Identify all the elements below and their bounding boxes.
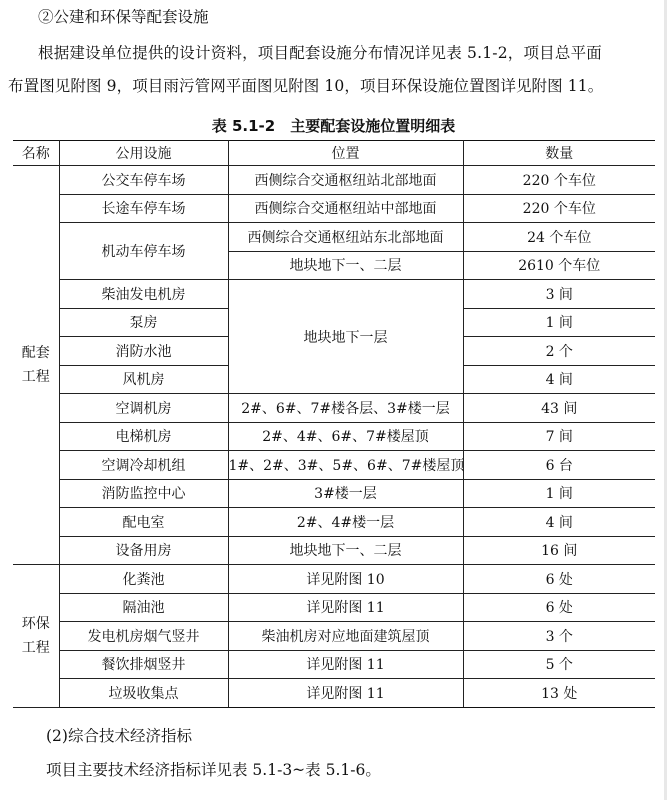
table-row: [13, 223, 655, 252]
facility-cell: 消防监控中心: [59, 479, 228, 508]
quantity-cell: 4 间: [463, 365, 655, 394]
location-cell: 2#、4#楼一层: [228, 508, 463, 537]
table-row: [13, 622, 655, 651]
subsection-heading: (2)综合技术经济指标: [46, 727, 192, 745]
table-row: [13, 650, 655, 679]
location-cell: 详见附图 10: [228, 565, 463, 594]
section-heading: ②公建和环保等配套设施: [38, 8, 209, 26]
quantity-cell: 24 个车位: [463, 223, 655, 252]
facility-cell: 配电室: [59, 508, 228, 537]
location-cell: 地块地下一、二层: [228, 536, 463, 565]
facility-cell: 泵房: [59, 308, 228, 337]
quantity-cell: 13 处: [463, 679, 655, 708]
quantity-cell: 16 间: [463, 536, 655, 565]
location-cell: 地块地下一、二层: [228, 251, 463, 280]
header-facility: 公用设施: [59, 141, 228, 166]
facility-cell: 化粪池: [59, 565, 228, 594]
header-location: 位置: [228, 141, 463, 166]
facility-cell: 长途车停车场: [59, 194, 228, 223]
facility-cell: 隔油池: [59, 593, 228, 622]
group-name-text: 配套 工程: [21, 345, 50, 385]
table-row: [13, 536, 655, 565]
facility-cell: 柴油发电机房: [59, 280, 228, 309]
quantity-cell: 5 个: [463, 650, 655, 679]
location-cell: 地块地下一层: [228, 280, 463, 394]
facility-cell: 设备用房: [59, 536, 228, 565]
quantity-cell: 6 处: [463, 593, 655, 622]
location-cell: 2#、6#、7#楼各层、3#楼一层: [228, 394, 463, 423]
facilities-table: [13, 140, 655, 708]
quantity-cell: 220 个车位: [463, 166, 655, 195]
quantity-cell: 4 间: [463, 508, 655, 537]
group-name-supporting: [13, 166, 59, 565]
table-row: [13, 565, 655, 594]
quantity-cell: 2610 个车位: [463, 251, 655, 280]
facility-cell: 风机房: [59, 365, 228, 394]
location-cell: 详见附图 11: [228, 593, 463, 622]
table-row: [13, 679, 655, 708]
quantity-cell: 6 处: [463, 565, 655, 594]
location-cell: 2#、4#、6#、7#楼屋顶: [228, 422, 463, 451]
location-cell: 详见附图 11: [228, 650, 463, 679]
quantity-cell: 43 间: [463, 394, 655, 423]
intro-paragraph-line-2: 布置图见附图 9，项目雨污管网平面图见附图 10，项目环保设施位置图详见附图 11。: [8, 77, 604, 95]
header-quantity: 数量: [463, 141, 655, 166]
table-row: [13, 593, 655, 622]
header-name: 名称: [13, 141, 59, 166]
facility-cell: 空调机房: [59, 394, 228, 423]
quantity-cell: 2 个: [463, 337, 655, 366]
facility-cell: 空调冷却机组: [59, 451, 228, 480]
location-cell: 柴油机房对应地面建筑屋顶: [228, 622, 463, 651]
group-name-text: 环保 工程: [21, 615, 50, 656]
quantity-cell: 220 个车位: [463, 194, 655, 223]
location-cell: 西侧综合交通枢纽站东北部地面: [228, 223, 463, 252]
table-row: [13, 451, 655, 480]
quantity-cell: 1 间: [463, 308, 655, 337]
facility-cell: 垃圾收集点: [59, 679, 228, 708]
quantity-cell: 1 间: [463, 479, 655, 508]
location-cell: 详见附图 11: [228, 679, 463, 708]
quantity-cell: 3 间: [463, 280, 655, 309]
facility-cell: 餐饮排烟竖井: [59, 650, 228, 679]
table-row: [13, 280, 655, 309]
facility-cell: 电梯机房: [59, 422, 228, 451]
quantity-cell: 7 间: [463, 422, 655, 451]
facility-cell: 公交车停车场: [59, 166, 228, 195]
quantity-cell: 3 个: [463, 622, 655, 651]
facility-cell: 发电机房烟气竖井: [59, 622, 228, 651]
facility-cell: 消防水池: [59, 337, 228, 366]
facility-cell: 机动车停车场: [59, 223, 228, 280]
location-cell: 西侧综合交通枢纽站北部地面: [228, 166, 463, 195]
table-header-row: [13, 141, 655, 166]
table-caption: 表 5.1-2 主要配套设施位置明细表: [211, 117, 456, 135]
location-cell: 3#楼一层: [228, 479, 463, 508]
intro-paragraph-line-1: 根据建设单位提供的设计资料，项目配套设施分布情况详见表 5.1-2，项目总平面: [38, 44, 602, 62]
table-row: [13, 394, 655, 423]
subsection-paragraph: 项目主要技术经济指标详见表 5.1-3~表 5.1-6。: [46, 761, 381, 779]
table-row: [13, 422, 655, 451]
table-row: [13, 194, 655, 223]
location-cell: 1#、2#、3#、5#、6#、7#楼屋顶: [228, 451, 463, 480]
table-row: [13, 508, 655, 537]
table-row: [13, 166, 655, 195]
location-cell: 西侧综合交通枢纽站中部地面: [228, 194, 463, 223]
group-name-environmental: [13, 565, 59, 708]
quantity-cell: 6 台: [463, 451, 655, 480]
table-row: [13, 479, 655, 508]
